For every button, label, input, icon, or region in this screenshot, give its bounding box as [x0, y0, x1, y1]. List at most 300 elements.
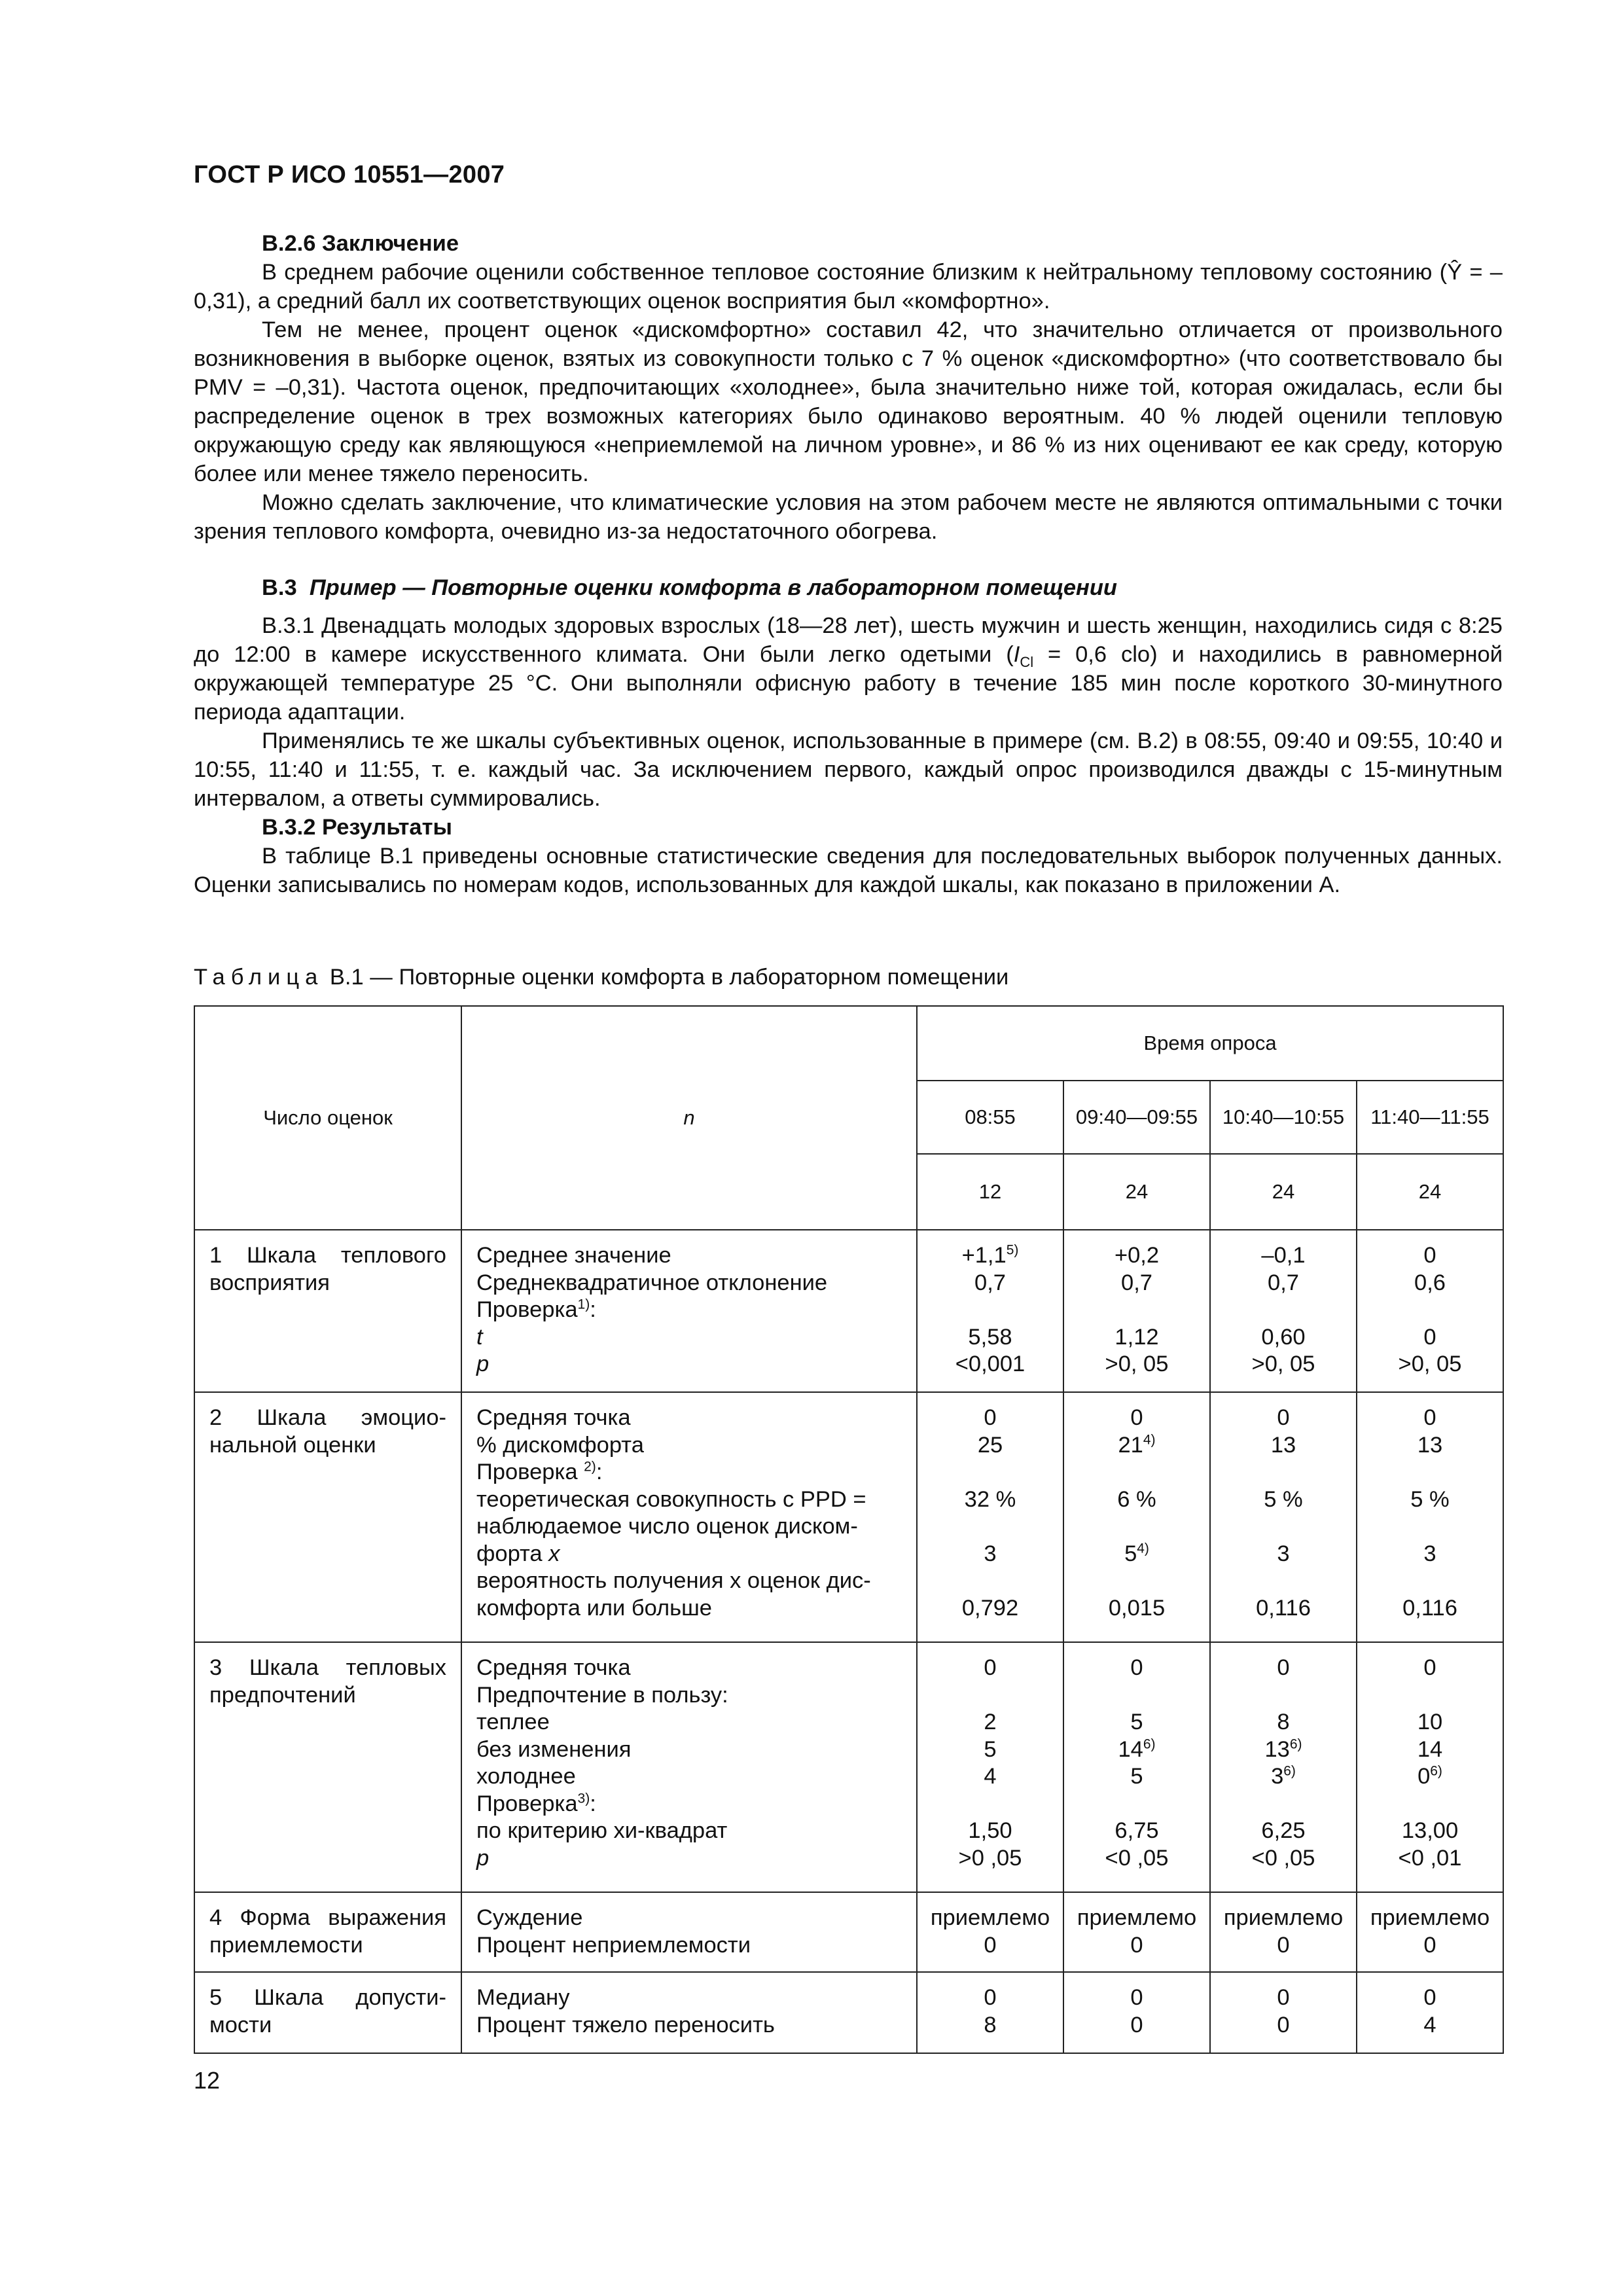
value-line: [1360, 1709, 1500, 1736]
cell-text: приемлемо: [930, 1905, 1050, 1930]
cell-text: 0,7: [1268, 1270, 1299, 1295]
cell-text: 3: [984, 1541, 997, 1566]
value-line: [1067, 1905, 1207, 1932]
value-line: [1067, 1984, 1207, 2012]
value-line: [1213, 1818, 1353, 1845]
value-line: [920, 1486, 1060, 1514]
cell-text: 3: [1271, 1764, 1284, 1789]
example-paragraph-1-end: = 0,6 clo) и находились в равномерной окружающей температуре 25 °С. Они выполняли офисную работу в течение 185 мин после короткого 30-минутного периода адаптации.: [194, 642, 1503, 725]
indicator-line: [476, 1818, 902, 1845]
value-line: [920, 1513, 1060, 1541]
indicator-line: [476, 1486, 902, 1514]
time-cell: 10:40—10:55: [1210, 1081, 1357, 1154]
comfort-table: [194, 1005, 1504, 2054]
cell-text: >0, 05: [1398, 1352, 1462, 1376]
value-line: [1067, 1270, 1207, 1297]
value-line: [1213, 1486, 1353, 1514]
cell-text: 3: [1277, 1541, 1290, 1566]
cell-text: Предпочтение в пользу:: [476, 1682, 728, 1708]
value-line: [1213, 1297, 1353, 1324]
cell-text: Проверка: [476, 1297, 578, 1322]
cell-text: % дискомфорта: [476, 1432, 644, 1458]
cell-text: Среднеквадратичное отклонение: [476, 1270, 828, 1295]
cell-text: 0: [1130, 2012, 1143, 2037]
value-line: [1360, 1655, 1500, 1682]
header-survey-time: Время опроса: [917, 1006, 1503, 1081]
cell-text: 0,116: [1402, 1595, 1457, 1621]
value-line: [1067, 1351, 1207, 1378]
cell-text: 13: [1270, 1432, 1296, 1458]
footnote-ref: 4): [1137, 1541, 1149, 1556]
value-line: [1360, 1432, 1500, 1460]
value-line: [1067, 1932, 1207, 1960]
cell-text: приемлемо: [1370, 1905, 1490, 1930]
indicator-line: [476, 1459, 902, 1486]
cell-text: 0: [1418, 1764, 1431, 1789]
cell-text: 0,7: [1121, 1270, 1152, 1295]
value-line: [1360, 1984, 1500, 2012]
footnote-ref: 1): [577, 1297, 590, 1312]
cell-text: 0,116: [1256, 1595, 1311, 1621]
example-paragraph-2: Применялись те же шкалы субъективных оценок, использованные в примере (см. В.2) в 08:55, 09:40 и 09:55, 10:40 и 10:55, 11:40 и 11:55, т. е. каждый час. За исключением первого, каждый опрос производился дважды с 15-минутным интервалом, а ответы суммировались.: [194, 728, 1503, 811]
value-line: [1360, 1459, 1500, 1486]
cell-text: приемлемо: [1077, 1905, 1197, 1930]
footnote-ref: 6): [1143, 1736, 1156, 1751]
value-line: [920, 1763, 1060, 1791]
value-line: [1360, 1513, 1500, 1541]
cell-text: форта: [476, 1541, 549, 1566]
indicator-line: [476, 1709, 902, 1736]
value-line: [1213, 1324, 1353, 1352]
cell-text: 5 %: [1410, 1486, 1450, 1512]
n-cell: 24: [1210, 1154, 1357, 1230]
cell-text: 0: [1277, 1655, 1290, 1680]
value-cell: [1063, 1392, 1210, 1642]
value-cell: [1210, 1892, 1357, 1972]
cell-text: холоднее: [476, 1764, 576, 1789]
value-cell: [1063, 1230, 1210, 1392]
cell-text: 0,792: [961, 1595, 1019, 1621]
cell-text: p: [476, 1352, 490, 1376]
value-line: [920, 1270, 1060, 1297]
value-cell: [1063, 1892, 1210, 1972]
cell-text: 0: [1277, 1932, 1290, 1958]
value-line: [920, 1682, 1060, 1710]
value-line: [1360, 1541, 1500, 1568]
cell-text: 4: [1423, 2012, 1436, 2037]
value-line: [1213, 1595, 1353, 1623]
value-line: [1213, 1242, 1353, 1270]
value-line: [1360, 1682, 1500, 1710]
cell-text: 0: [1130, 1985, 1143, 2010]
cell-text: 21: [1118, 1432, 1143, 1458]
indicator-line: [476, 1513, 902, 1541]
value-line: [920, 1655, 1060, 1682]
cell-text: <0 ,01: [1398, 1845, 1462, 1871]
value-line: [1360, 1324, 1500, 1352]
table-caption: [194, 965, 1008, 990]
icl-subscript: Cl: [1020, 653, 1034, 670]
indicator-line: [476, 1270, 902, 1297]
value-line: [920, 1568, 1060, 1595]
cell-text: t: [476, 1324, 483, 1350]
value-line: [1067, 1242, 1207, 1270]
scale-label-line: приемлемости: [209, 1932, 363, 1958]
indicator-line: [476, 1297, 902, 1324]
value-line: [1067, 1324, 1207, 1352]
value-cell: [917, 1892, 1063, 1972]
value-line: [1067, 1655, 1207, 1682]
cell-text: 4: [984, 1764, 997, 1789]
value-line: [1360, 1595, 1500, 1623]
cell-text: Проверка: [476, 1791, 578, 1816]
indicator-line: [476, 2012, 902, 2039]
n-cell: 24: [1357, 1154, 1503, 1230]
value-line: [1360, 1242, 1500, 1270]
cell-text: Средняя точка: [476, 1405, 631, 1430]
footnote-ref: 2): [584, 1459, 596, 1475]
value-line: [1360, 1405, 1500, 1432]
value-line: [1213, 1513, 1353, 1541]
cell-text: 0: [1277, 1405, 1290, 1430]
value-line: [1067, 1763, 1207, 1791]
time-cell: 08:55: [917, 1081, 1063, 1154]
indicator-descriptions: [461, 1892, 917, 1972]
value-line: [920, 1736, 1060, 1764]
icl-symbol: I: [1013, 642, 1020, 667]
indicator-line: [476, 1242, 902, 1270]
value-cell: [1357, 1972, 1503, 2053]
example-paragraph-1-start: В.3.1 Двенадцать молодых здоровых взрослых (18—28 лет), шесть мужчин и шесть женщин, находились сидя с 8:25 до 12:00 в камере искусственного климата. Они были легко одетыми (: [194, 613, 1503, 667]
scale-label: [194, 1972, 461, 2053]
table-caption-title: В.1 — Повторные оценки комфорта в лабораторном помещении: [323, 965, 1009, 990]
value-line: [1067, 1405, 1207, 1432]
section-title-conclusion: В.2.6 Заключение: [262, 231, 459, 256]
scale-label-line: 3 Шкала тепловых: [209, 1655, 446, 1680]
value-line: [1067, 1541, 1207, 1568]
results-paragraph: В таблице В.1 приведены основные статистические сведения для последовательных выборок полученных данных. Оценки записывались по номерам кодов, использованных для каждой шкалы, как показано в приложении А.: [194, 844, 1503, 897]
cell-text: Процент тяжело переносить: [476, 2012, 775, 2037]
scale-label-line: восприятия: [209, 1270, 330, 1295]
document-header: ГОСТ Р ИСО 10551—2007: [194, 161, 505, 188]
value-line: [920, 1324, 1060, 1352]
cell-text: 0: [1130, 1405, 1143, 1430]
value-line: [920, 1541, 1060, 1568]
value-line: [1067, 1845, 1207, 1873]
cell-text: 5: [984, 1736, 997, 1762]
value-line: [1067, 1736, 1207, 1764]
value-cell: [917, 1642, 1063, 1892]
footnote-ref: 4): [1143, 1432, 1156, 1447]
value-line: [1213, 1568, 1353, 1595]
value-line: [920, 1818, 1060, 1845]
value-line: [1213, 1351, 1353, 1378]
table-row: [194, 1392, 1503, 1642]
value-cell: [917, 1230, 1063, 1392]
cell-text: 0,6: [1414, 1270, 1446, 1295]
scale-label-line: нальной оценки: [209, 1432, 376, 1458]
indicator-line: [476, 1568, 902, 1595]
footnote-ref: 5): [1006, 1242, 1019, 1258]
cell-text: 6 %: [1117, 1486, 1156, 1512]
value-line: [1213, 1541, 1353, 1568]
value-cell: [1210, 1642, 1357, 1892]
value-line: [1360, 1486, 1500, 1514]
value-line: [920, 1297, 1060, 1324]
cell-text: 1,12: [1115, 1324, 1159, 1350]
value-line: [1067, 1568, 1207, 1595]
cell-text: 0: [984, 1932, 997, 1958]
scale-label-line: 5 Шкала допусти-: [209, 1985, 446, 2010]
table-caption-prefix: Таблица: [194, 965, 324, 990]
value-line: [920, 1432, 1060, 1460]
value-cell: [1063, 1972, 1210, 2053]
cell-text-suffix: :: [596, 1460, 603, 1484]
value-cell: [1357, 1392, 1503, 1642]
value-line: [920, 1459, 1060, 1486]
scale-label: [194, 1392, 461, 1642]
cell-text: 5: [1130, 1764, 1143, 1789]
value-line: [1067, 1513, 1207, 1541]
cell-text: Медиану: [476, 1985, 570, 2010]
value-cell: [1210, 1230, 1357, 1392]
cell-text: 32 %: [964, 1486, 1016, 1512]
scale-label-line: мости: [209, 2012, 272, 2037]
value-line: [1213, 1709, 1353, 1736]
table-row: [194, 1642, 1503, 1892]
cell-text: 0,7: [974, 1270, 1006, 1295]
value-line: [920, 1405, 1060, 1432]
conclusion-paragraph-1: В среднем рабочие оценили собственное тепловое состояние близким к нейтральному тепловому состоянию (Ŷ = –0,31), а средний балл их соответствующих оценок восприятия был «комфортно».: [194, 260, 1503, 314]
indicator-line: [476, 1763, 902, 1791]
cell-text: 0: [1423, 1243, 1436, 1268]
value-line: [1213, 1459, 1353, 1486]
time-cell: 11:40—11:55: [1357, 1081, 1503, 1154]
value-line: [1360, 1905, 1500, 1932]
cell-text: <0 ,05: [1105, 1845, 1169, 1871]
value-line: [1360, 2012, 1500, 2039]
variable-x: x: [548, 1541, 560, 1566]
value-line: [1067, 1791, 1207, 1818]
page-number: 12: [194, 2067, 221, 2094]
value-line: [1213, 1405, 1353, 1432]
value-line: [1213, 1736, 1353, 1764]
indicator-line: [476, 1405, 902, 1432]
cell-text: <0,001: [955, 1352, 1026, 1376]
value-cell: [1357, 1642, 1503, 1892]
indicator-line: [476, 1791, 902, 1818]
table-row: [194, 1230, 1503, 1392]
scale-label: [194, 1642, 461, 1892]
cell-text: 8: [984, 2012, 997, 2037]
value-cell: [1210, 1392, 1357, 1642]
conclusion-paragraph-2: Тем не менее, процент оценок «дискомфортно» составил 42, что значительно отличается от произвольного возникновения в выборке оценок, взятых из совокупности только с 7 % оценок «дискомфортно» (что соответствовало бы PMV = –0,31). Частота оценок, предпочитающих «холоднее», была значительно ниже той, которая ожидалась, если бы распределение оценок в трех возможных категориях было одинаково вероятным. 40 % людей оценили тепловую окружающую среду как являющуюся «неприемлемой на личном уровне», и 86 % из них оценивают ее как среду, которую более или менее тяжело переносить.: [194, 317, 1503, 486]
cell-text: 0: [984, 1655, 997, 1680]
cell-text: 0,60: [1261, 1324, 1306, 1350]
n-cell: 12: [917, 1154, 1063, 1230]
cell-text: 0: [1130, 1655, 1143, 1680]
indicator-line: [476, 1905, 902, 1932]
cell-text: p: [476, 1845, 490, 1871]
cell-text: 14: [1118, 1736, 1143, 1762]
value-line: [1067, 1682, 1207, 1710]
footnote-ref: 6): [1283, 1763, 1296, 1779]
indicator-descriptions: [461, 1392, 917, 1642]
cell-text: 13,00: [1401, 1818, 1459, 1843]
value-line: [1213, 2012, 1353, 2039]
cell-text: 0: [1423, 1932, 1436, 1958]
cell-text: 5: [1124, 1541, 1137, 1566]
cell-text: <0 ,05: [1251, 1845, 1315, 1871]
value-line: [1213, 1763, 1353, 1791]
cell-text: теоретическая совокупность с PPD =: [476, 1486, 866, 1512]
cell-text: приемлемо: [1223, 1905, 1344, 1930]
value-line: [1213, 1791, 1353, 1818]
value-line: [1360, 1568, 1500, 1595]
cell-text: 6,75: [1115, 1818, 1159, 1843]
value-line: [1213, 1905, 1353, 1932]
table-row: [194, 1972, 1503, 2053]
section-title-example: [194, 573, 1503, 602]
value-line: [920, 1984, 1060, 2012]
section-title-text: Пример — Повторные оценки комфорта в лабораторном помещении: [309, 575, 1117, 600]
cell-text: 13: [1417, 1432, 1443, 1458]
value-line: [1067, 1297, 1207, 1324]
conclusion-paragraph-3: Можно сделать заключение, что климатические условия на этом рабочем месте не являются оптимальными с точки зрения теплового комфорта, очевидно из-за недостаточного обогрева.: [194, 490, 1503, 544]
section-title-results: В.3.2 Результаты: [262, 815, 452, 840]
cell-text: 0,015: [1108, 1595, 1166, 1621]
cell-text: 10: [1417, 1710, 1443, 1734]
cell-text: 2: [984, 1710, 997, 1734]
scale-label-line: предпочтений: [209, 1682, 356, 1708]
cell-text: 0: [1277, 1985, 1290, 2010]
value-line: [920, 1351, 1060, 1378]
table-row: [194, 1892, 1503, 1972]
value-line: [1213, 1845, 1353, 1873]
value-line: [1360, 1932, 1500, 1960]
cell-text-suffix: :: [590, 1791, 596, 1816]
header-n: n: [461, 1006, 917, 1230]
value-cell: [1210, 1972, 1357, 2053]
value-line: [1067, 1595, 1207, 1623]
cell-text: 0: [1277, 2012, 1290, 2037]
indicator-descriptions: [461, 1230, 917, 1392]
value-line: [920, 1595, 1060, 1623]
cell-text: 8: [1277, 1710, 1290, 1734]
cell-text: Проверка: [476, 1460, 584, 1484]
section-b3: [194, 573, 1503, 899]
cell-text: +1,1: [961, 1243, 1007, 1268]
cell-text: 3: [1423, 1541, 1436, 1566]
indicator-line: [476, 1432, 902, 1460]
cell-text: 14: [1417, 1736, 1443, 1762]
cell-text: 0: [984, 1985, 997, 2010]
indicator-line: [476, 1932, 902, 1960]
value-line: [1360, 1297, 1500, 1324]
value-cell: [1357, 1230, 1503, 1392]
indicator-line: [476, 1324, 902, 1352]
value-line: [1360, 1818, 1500, 1845]
scale-label-line: 1 Шкала теплового: [209, 1243, 446, 1268]
section-b26: [194, 229, 1503, 546]
cell-text: 5: [1130, 1710, 1143, 1734]
cell-text: теплее: [476, 1710, 550, 1734]
cell-text: 0: [1423, 1985, 1436, 2010]
indicator-line: [476, 1655, 902, 1682]
cell-text: 0: [984, 1405, 997, 1430]
scale-label: [194, 1892, 461, 1972]
value-line: [920, 1905, 1060, 1932]
cell-text: комфорта или больше: [476, 1595, 712, 1621]
value-line: [920, 1709, 1060, 1736]
cell-text: 1,50: [968, 1818, 1012, 1843]
value-cell: [917, 1972, 1063, 2053]
indicator-line: [476, 1541, 902, 1568]
cell-text-suffix: :: [590, 1297, 596, 1322]
header-count: Число оценок: [194, 1006, 461, 1230]
cell-text: 25: [977, 1432, 1003, 1458]
value-line: [1213, 1682, 1353, 1710]
indicator-line: [476, 1351, 902, 1378]
value-line: [1360, 1736, 1500, 1764]
value-line: [1360, 1845, 1500, 1873]
cell-text: +0,2: [1114, 1243, 1160, 1268]
cell-text: >0, 05: [1105, 1352, 1169, 1376]
indicator-line: [476, 1736, 902, 1764]
value-line: [920, 2012, 1060, 2039]
value-line: [1213, 1932, 1353, 1960]
value-line: [1213, 1984, 1353, 2012]
cell-text: Процент неприемлемости: [476, 1932, 751, 1958]
indicator-line: [476, 1984, 902, 2012]
value-line: [920, 1932, 1060, 1960]
indicator-line: [476, 1845, 902, 1873]
cell-text: –0,1: [1261, 1243, 1306, 1268]
footnote-ref: 6): [1430, 1763, 1442, 1779]
value-line: [1067, 1459, 1207, 1486]
value-line: [1067, 2012, 1207, 2039]
value-line: [1213, 1655, 1353, 1682]
value-line: [920, 1242, 1060, 1270]
cell-text: 0: [1423, 1405, 1436, 1430]
section-number: В.3: [262, 575, 297, 600]
cell-text: Среднее значение: [476, 1243, 671, 1268]
value-line: [1213, 1432, 1353, 1460]
table-header-row: [194, 1006, 1503, 1081]
footnote-ref: 6): [1289, 1736, 1302, 1751]
value-line: [1360, 1791, 1500, 1818]
cell-text: 13: [1264, 1736, 1290, 1762]
cell-text: >0, 05: [1251, 1352, 1315, 1376]
cell-text: Суждение: [476, 1905, 583, 1930]
scale-label: [194, 1230, 461, 1392]
cell-text: 5,58: [968, 1324, 1012, 1350]
cell-text: 0: [1423, 1324, 1436, 1350]
value-line: [1067, 1818, 1207, 1845]
scale-label-line: 2 Шкала эмоцио-: [209, 1405, 446, 1430]
footnote-ref: 3): [577, 1791, 590, 1806]
indicator-descriptions: [461, 1972, 917, 2053]
value-line: [1360, 1763, 1500, 1791]
value-line: [1360, 1351, 1500, 1378]
cell-text: >0 ,05: [958, 1845, 1022, 1871]
value-line: [920, 1845, 1060, 1873]
value-line: [1360, 1270, 1500, 1297]
example-paragraph-1: [194, 611, 1503, 726]
value-cell: [1063, 1642, 1210, 1892]
time-cell: 09:40—09:55: [1063, 1081, 1210, 1154]
value-cell: [917, 1392, 1063, 1642]
